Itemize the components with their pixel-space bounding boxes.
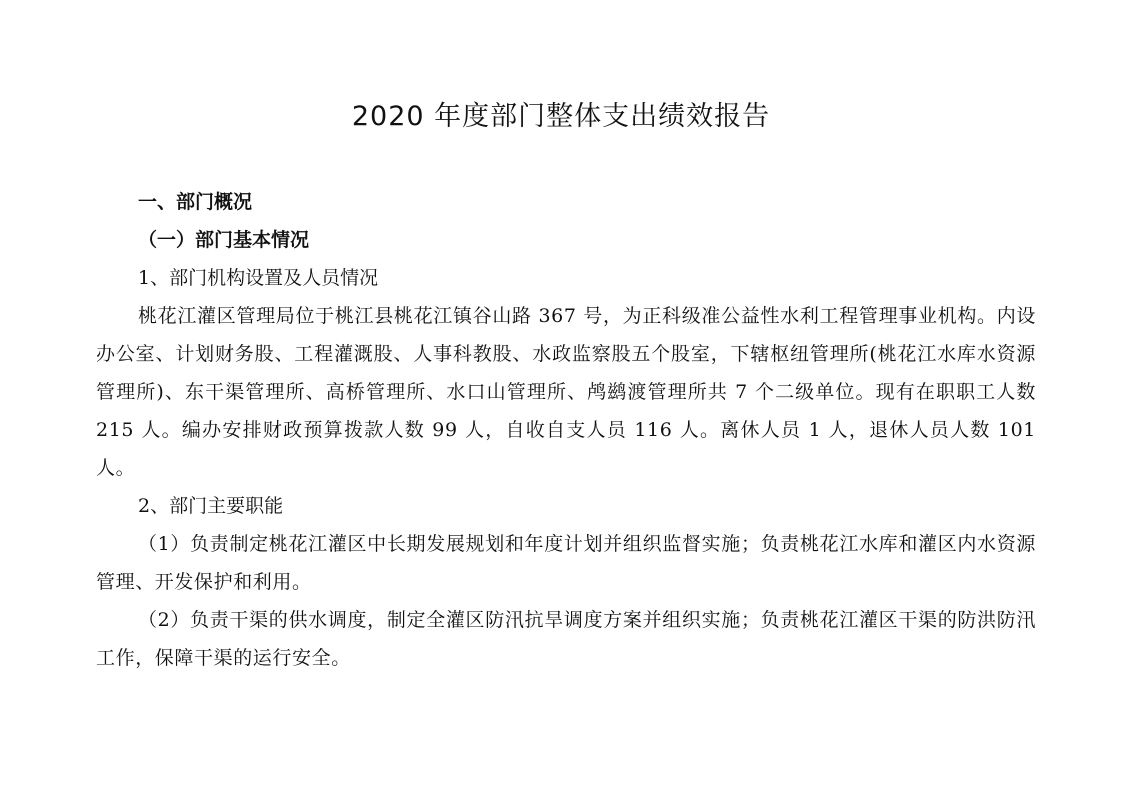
function-paragraph-2: （2）负责干渠的供水调度，制定全灌区防汛抗旱调度方案并组织实施；负责桃花江灌区干渠的防洪防汛工作，保障干渠的运行安全。	[96, 609, 1036, 669]
document-body	[96, 183, 1036, 677]
section-heading-department-overview: 一、部门概况	[138, 191, 253, 213]
organization-paragraph: 桃花江灌区管理局位于桃江县桃花江镇谷山路 367 号，为正科级准公益性水利工程管理事业机构。内设办公室、计划财务股、工程灌溉股、人事科教股、水政监察股五个股室，下辖枢纽管理所(桃花江水库水资源管理所)、东干渠管理所、高桥管理所、水口山管理所、鸬鹚渡管理所共 7 个二级单位。现有在职职工人数 215 人。编办安排财政预算拨款人数 99 人，自收自支人员 116 人。离休人员 1 人，退休人员人数 101 人。	[96, 305, 1036, 479]
item-heading-organization: 1、部门机构设置及人员情况	[138, 267, 379, 289]
subsection-heading-basic-info: （一）部门基本情况	[138, 229, 310, 251]
document-title: 2020 年度部门整体支出绩效报告	[351, 101, 771, 132]
item-heading-functions: 2、部门主要职能	[138, 495, 284, 517]
function-paragraph-1: （1）负责制定桃花江灌区中长期发展规划和年度计划并组织监督实施；负责桃花江水库和灌区内水资源管理、开发保护和利用。	[96, 533, 1036, 593]
